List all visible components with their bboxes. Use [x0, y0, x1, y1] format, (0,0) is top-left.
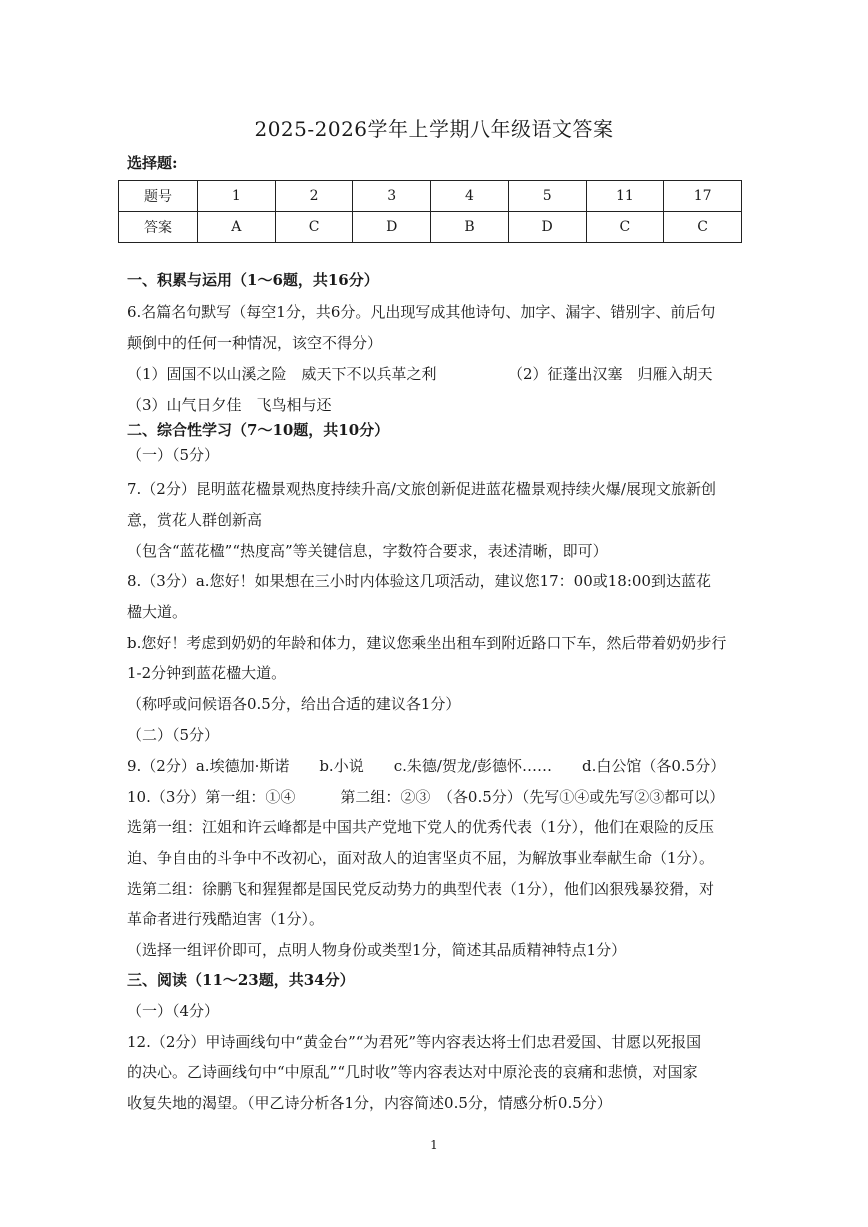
- answer-line: 9.（2分）a.埃德加·斯诺 b.小说 c.朱德/贺龙/彭德怀…… d.白公馆（各0.5分）: [127, 757, 726, 775]
- page-title: 2025-2026学年上学期八年级语文答案: [254, 117, 614, 141]
- table-cell: C: [275, 212, 353, 243]
- section-heading-2: 二、综合性学习（7～10题，共10分）: [127, 421, 390, 439]
- choice-answer-table: [118, 180, 742, 243]
- subsection-label: （二）（5分）: [127, 726, 220, 744]
- table-cell: 11: [586, 181, 664, 212]
- subsection-label: （一）（4分）: [127, 1002, 220, 1020]
- table-cell: C: [586, 212, 664, 243]
- table-cell: D: [353, 212, 431, 243]
- answer-line: （1）固国不以山溪之险 威天下不以兵革之利: [127, 365, 437, 383]
- answer-line: （称呼或问候语各0.5分，给出合适的建议各1分）: [127, 695, 461, 713]
- table-cell: 4: [431, 181, 509, 212]
- table-cell: 17: [664, 181, 742, 212]
- table-header-cell: 答案: [119, 212, 198, 243]
- answer-line: 6.名篇名句默写（每空1分，共6分。凡出现写成其他诗句、加字、漏字、错别字、前后句: [127, 303, 716, 321]
- answer-line: 选第二组：徐鹏飞和猩猩都是国民党反动势力的典型代表（1分），他们凶狠残暴狡猾，对: [127, 880, 715, 898]
- answer-line: 迫、争自由的斗争中不改初心，面对敌人的迫害坚贞不屈，为解放事业奉献生命（1分）。: [127, 849, 715, 867]
- table-cell: A: [198, 212, 276, 243]
- answer-line: 7.（2分）昆明蓝花楹景观热度持续升高/文旅创新促进蓝花楹景观持续火爆/展现文旅新创: [127, 480, 716, 498]
- answer-line: 意，赏花人群创新高: [127, 511, 263, 529]
- answer-line: 8.（3分）a.您好！如果想在三小时内体验这几项活动，建议您17：00或18:00到达蓝花: [127, 572, 711, 590]
- table-header-cell: 题号: [119, 181, 198, 212]
- answer-line: 颠倒中的任何一种情况，该空不得分）: [127, 334, 383, 352]
- answer-line: （包含“蓝花楹”“热度高”等关键信息，字数符合要求，表述清晰，即可）: [127, 542, 608, 560]
- table-row-numbers: [119, 181, 742, 212]
- table-cell: 1: [198, 181, 276, 212]
- answer-line: 的决心。乙诗画线句中“中原乱”“几时收”等内容表达对中原沦丧的哀痛和悲愤，对国家: [127, 1063, 698, 1081]
- answer-line: 楹大道。: [127, 603, 188, 621]
- answer-line: b.您好！考虑到奶奶的年龄和体力，建议您乘坐出租车到附近路口下车，然后带着奶奶步行: [127, 634, 727, 652]
- answer-line: （选择一组评价即可，点明人物身份或类型1分，简述其品质精神特点1分）: [127, 941, 627, 959]
- section-heading-1: 一、积累与运用（1～6题，共16分）: [127, 271, 379, 289]
- answer-line: 收复失地的渴望。（甲乙诗分析各1分，内容简述0.5分，情感分析0.5分）: [127, 1094, 612, 1112]
- section-heading-3: 三、阅读（11～23题，共34分）: [127, 971, 355, 989]
- answer-line: （2）征蓬出汉塞 归雁入胡天: [508, 365, 713, 383]
- choice-section-label: 选择题:: [127, 154, 178, 172]
- answer-line: 10.（3分）第一组：①④ 第二组：②③ （各0.5分）（先写①④或先写②③都可以）: [127, 788, 725, 806]
- table-cell: 2: [275, 181, 353, 212]
- table-cell: 3: [353, 181, 431, 212]
- table-cell: 5: [508, 181, 586, 212]
- table-cell: C: [664, 212, 742, 243]
- answer-line: 革命者进行残酷迫害（1分）。: [127, 910, 325, 928]
- subsection-label: （一）（5分）: [127, 446, 220, 464]
- answer-line: （3）山气日夕佳 飞鸟相与还: [127, 396, 332, 414]
- table-cell: D: [508, 212, 586, 243]
- table-row-answers: [119, 212, 742, 243]
- answer-line: 选第一组：江姐和许云峰都是中国共产党地下党人的优秀代表（1分），他们在艰险的反压: [127, 818, 715, 836]
- answer-line: 1-2分钟到蓝花楹大道。: [127, 664, 287, 682]
- table-cell: B: [431, 212, 509, 243]
- answer-line: 12.（2分）甲诗画线句中“黄金台”“为君死”等内容表达将士们忠君爱国、甘愿以死报国: [127, 1033, 702, 1051]
- page-number: 1: [430, 1138, 438, 1152]
